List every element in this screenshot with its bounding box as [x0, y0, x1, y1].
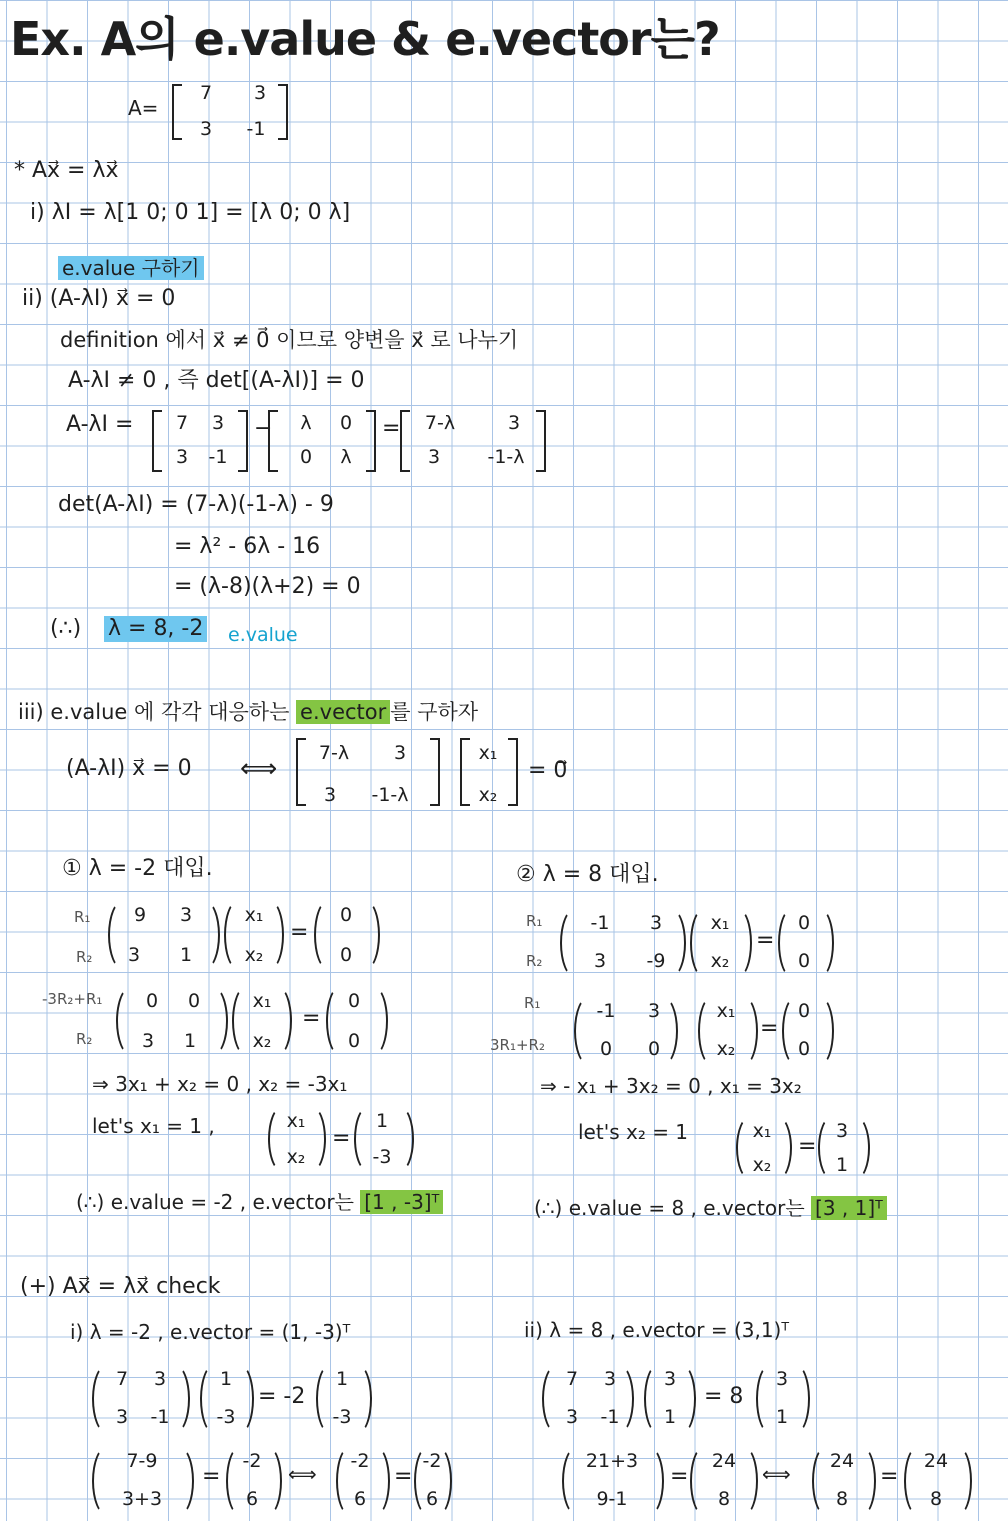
matrix-cell: 3 [199, 118, 213, 140]
equals-sign: = [302, 1006, 321, 1031]
matrix-cell: λ [300, 412, 312, 434]
check-2-heading: ii) λ = 8 , e.vector = (3,1)ᵀ [524, 1318, 790, 1342]
matrix-cell: -1-λ [371, 784, 409, 806]
vector-cell: 1 [335, 1368, 349, 1390]
vector-cell: 0 [347, 1030, 361, 1052]
iff-symbol: ⟺ [762, 1462, 791, 1486]
vector-cell: 3 [835, 1120, 849, 1142]
minus-sign: − [254, 416, 273, 441]
bracket-right [430, 738, 440, 806]
matrix-cell: 3 [127, 944, 141, 966]
step-3-text [18, 700, 478, 725]
det-expression-3: = (λ-8)(λ+2) = 0 [174, 574, 361, 599]
matrix-cell: 7 [115, 1368, 129, 1390]
matrix-cell: 3 [253, 82, 267, 104]
vector-cell: x₂ [710, 950, 730, 972]
lets-assignment: let's x₁ = 1 , [92, 1114, 215, 1138]
system-right: = 0⃗ [528, 758, 568, 783]
equals-sign: = [332, 1126, 351, 1151]
vector-cell: 0 [797, 1000, 811, 1022]
matrix-cell: 3 [565, 1406, 579, 1428]
vector-cell: -3 [216, 1406, 236, 1428]
vector-cell: -3 [332, 1406, 352, 1428]
vector-cell: 6 [245, 1488, 259, 1510]
step-2: ii) (A-λI) x⃗ = 0 [22, 286, 176, 311]
result-text: (∴) e.value = 8 , e.vector는 [534, 1196, 805, 1220]
case-2-heading: ② λ = 8 대입. [516, 862, 659, 887]
row-label: R₂ [76, 948, 93, 966]
matrix-cell: 7 [565, 1368, 579, 1390]
matrix-cell: 0 [647, 1038, 661, 1060]
row-operation: -3R₂+R₁ [42, 990, 103, 1008]
vector-cell: 6 [353, 1488, 367, 1510]
step-1: i) λI = λ[1 0; 0 1] = [λ 0; 0 λ] [30, 200, 351, 225]
result-text: (∴) e.value = -2 , e.vector는 [76, 1190, 354, 1214]
check-1-heading: i) λ = -2 , e.vector = (1, -3)ᵀ [70, 1320, 351, 1344]
matrix-cell: 0 [599, 1038, 613, 1060]
vector-cell: -2 [242, 1450, 262, 1472]
equals-sign: = [290, 920, 309, 945]
check-heading: (+) Ax⃗ = λx⃗ check [20, 1274, 221, 1299]
equals-sign: = [670, 1464, 689, 1489]
det-line: A-λI ≠ 0 , 즉 det[(A-λI)] = 0 [68, 368, 365, 393]
implication: ⇒ 3x₁ + x₂ = 0 , x₂ = -3x₁ [92, 1072, 348, 1096]
matrix-cell: 7 [175, 412, 189, 434]
page-title: Ex. A의 e.value & e.vector는? [10, 12, 720, 66]
vector-cell: 1 [775, 1406, 789, 1428]
vector-cell: x₁ [478, 742, 498, 764]
matrix-cell: -1 [150, 1406, 170, 1428]
vector-cell: x₁ [710, 912, 730, 934]
vector-cell: 8 [835, 1488, 849, 1510]
vector-cell: x₂ [252, 1030, 272, 1052]
matrix-cell: 0 [187, 990, 201, 1012]
step-2-tag: e.value 구하기 [58, 256, 204, 280]
iff-symbol: ⟺ [288, 1462, 317, 1486]
vector-cell: x₁ [716, 1000, 736, 1022]
vector-cell: 1 [375, 1110, 389, 1132]
step-3-prefix: iii) e.value 에 각각 대응하는 [18, 700, 290, 724]
vector-cell: 21+3 [585, 1450, 639, 1472]
matrix-cell: -1 [208, 446, 228, 468]
matrix-cell: 3 [593, 950, 607, 972]
result-eigenvector: [1 , -3]ᵀ [360, 1190, 443, 1214]
matrix-cell: 9 [133, 904, 147, 926]
vector-cell: 24 [829, 1450, 855, 1472]
matrix-cell: 3 [115, 1406, 129, 1428]
row-label: R₁ [526, 912, 543, 930]
case-1-result [76, 1190, 443, 1214]
matrix-cell: -1 [590, 912, 610, 934]
vector-cell: 3+3 [121, 1488, 163, 1510]
matrix-cell: 3 [211, 412, 225, 434]
det-expression: det(A-λI) = (7-λ)(-1-λ) - 9 [58, 492, 334, 517]
matrix-cell: 7 [199, 82, 213, 104]
vector-cell: 3 [663, 1368, 677, 1390]
row-label: R₂ [76, 1030, 93, 1048]
equals-sign: = [798, 1134, 817, 1159]
matrix-cell: 3 [175, 446, 189, 468]
therefore-symbol: (∴) [50, 616, 82, 641]
matrix-cell: -1 [596, 1000, 616, 1022]
vector-cell: 9-1 [596, 1488, 628, 1510]
vector-cell: 3 [775, 1368, 789, 1390]
vector-cell: -2 [422, 1450, 442, 1472]
vector-cell: -3 [372, 1146, 392, 1168]
vector-cell: 8 [717, 1488, 731, 1510]
result-eigenvector: [3 , 1]ᵀ [811, 1196, 887, 1220]
vector-cell: 0 [347, 990, 361, 1012]
row-label: R₁ [524, 994, 541, 1012]
vector-cell: 1 [219, 1368, 233, 1390]
matrix-a-label: A= [128, 96, 159, 120]
system-left: (A-λI) x⃗ = 0 [66, 756, 192, 781]
row-label: R₂ [526, 952, 543, 970]
coefficient: = 8 [704, 1384, 744, 1409]
matrix-cell: 1 [183, 1030, 197, 1052]
equals-sign: = [880, 1464, 899, 1489]
vector-cell: 1 [835, 1154, 849, 1176]
a-lambda-i-label: A-λI = [66, 412, 134, 437]
vector-cell: 7-9 [126, 1450, 158, 1472]
vector-cell: 0 [339, 904, 353, 926]
matrix-cell: 7-λ [424, 412, 456, 434]
vector-cell: 0 [797, 912, 811, 934]
vector-cell: x₁ [286, 1110, 306, 1132]
equals-sign: = [394, 1464, 413, 1489]
matrix-cell: 7-λ [318, 742, 350, 764]
case-2-result [534, 1196, 887, 1220]
matrix-cell: -1-λ [487, 446, 525, 468]
matrix-cell: 3 [647, 1000, 661, 1022]
matrix-cell: -1 [600, 1406, 620, 1428]
matrix-cell: 0 [339, 412, 353, 434]
row-operation: 3R₁+R₂ [490, 1036, 545, 1054]
matrix-cell: -1 [246, 118, 266, 140]
vector-cell: 0 [797, 950, 811, 972]
matrix-cell: 0 [145, 990, 159, 1012]
vector-cell: 1 [663, 1406, 677, 1428]
vector-cell: 0 [797, 1038, 811, 1060]
vector-cell: x₁ [252, 990, 272, 1012]
vector-cell: x₂ [244, 944, 264, 966]
det-expression-2: = λ² - 6λ - 16 [174, 534, 321, 559]
matrix-cell: 0 [299, 446, 313, 468]
main-equation: * Ax⃗ = λx⃗ [14, 158, 119, 183]
vector-cell: 0 [339, 944, 353, 966]
equals-sign: = [202, 1464, 221, 1489]
matrix-cell: 3 [153, 1368, 167, 1390]
implication: ⇒ - x₁ + 3x₂ = 0 , x₁ = 3x₂ [540, 1074, 802, 1098]
vector-cell: x₂ [478, 784, 498, 806]
matrix-cell: λ [340, 446, 352, 468]
vector-cell: x₂ [716, 1038, 736, 1060]
case-1-heading: ① λ = -2 대입. [62, 856, 213, 881]
matrix-cell: 3 [179, 904, 193, 926]
lets-assignment: let's x₂ = 1 [578, 1120, 689, 1144]
matrix-cell: -9 [646, 950, 666, 972]
matrix-cell: 3 [649, 912, 663, 934]
vector-cell: -2 [350, 1450, 370, 1472]
lambda-tag: e.value [228, 624, 298, 646]
vector-cell: 24 [711, 1450, 737, 1472]
matrix-cell: 3 [507, 412, 521, 434]
matrix-cell: 3 [427, 446, 441, 468]
lambda-result: λ = 8, -2 [104, 616, 207, 642]
definition-line: definition 에서 x⃗ ≠ 0⃗ 이므로 양변을 x⃗ 로 나누기 [60, 328, 519, 352]
step-3-suffix: 를 구하자 [390, 700, 479, 724]
vector-cell: x₁ [244, 904, 264, 926]
vector-cell: x₁ [752, 1120, 772, 1142]
step-3-highlight: e.vector [296, 700, 390, 724]
vector-cell: 24 [923, 1450, 949, 1472]
equals-sign: = [382, 416, 401, 441]
matrix-cell: 3 [141, 1030, 155, 1052]
equals-sign: = [756, 928, 775, 953]
coefficient: = -2 [258, 1384, 306, 1409]
row-label: R₁ [74, 908, 91, 926]
matrix-cell: 3 [603, 1368, 617, 1390]
iff-symbol: ⟺ [240, 754, 278, 784]
vector-cell: x₂ [752, 1154, 772, 1176]
matrix-cell: 3 [393, 742, 407, 764]
vector-cell: 8 [929, 1488, 943, 1510]
vector-cell: x₂ [286, 1146, 306, 1168]
matrix-cell: 3 [323, 784, 337, 806]
matrix-cell: 1 [179, 944, 193, 966]
vector-cell: 6 [425, 1488, 439, 1510]
equals-sign: = [760, 1016, 779, 1041]
